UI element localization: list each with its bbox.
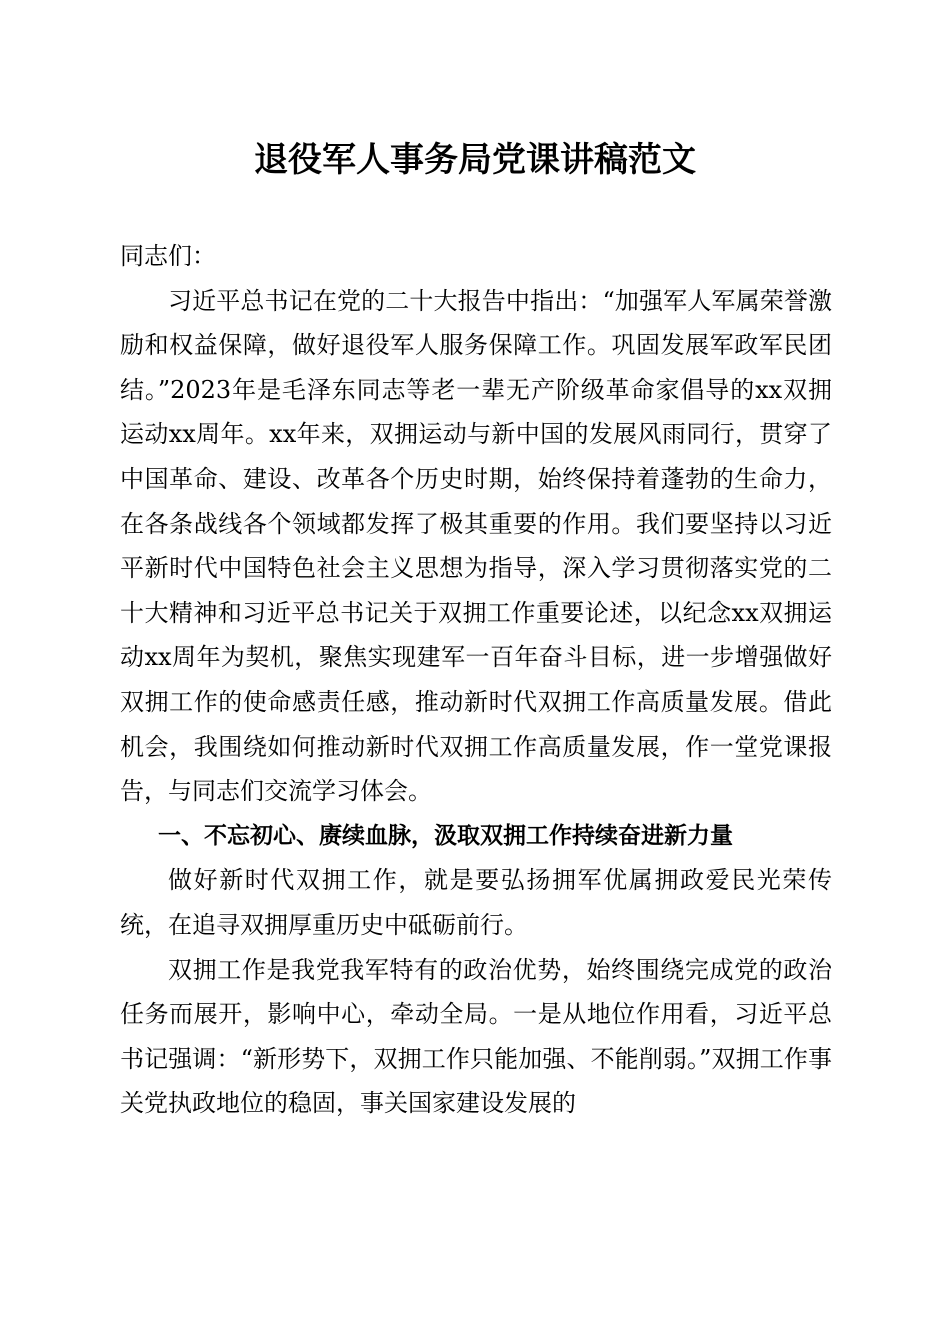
section-paragraph: 双拥工作是我党我军特有的政治优势，始终围绕完成党的政治任务而展开，影响中心，牵动全局。一是从地位作用看，习近平总书记强调：“新形势下，双拥工作只能加强、不能削弱。”双拥工作事关党执政地位的稳固，事关国家建设发展的 — [120, 955, 832, 1118]
section-paragraph: 做好新时代双拥工作，就是要弘扬拥军优属拥政爱民光荣传统，在追寻双拥厚重历史中砥砺前行。 — [120, 866, 832, 939]
section-heading: 一、不忘初心、赓续血脉，汲取双拥工作持续奋进新力量 — [158, 822, 733, 849]
intro-paragraph: 习近平总书记在党的二十大报告中指出：“加强军人军属荣誉激励和权益保障，做好退役军人服务保障工作。巩固发展军政军民团结。”2023年是毛泽东同志等老一辈无产阶级革命家倡导的xx双拥运动xx周年。xx年来，双拥运动与新中国的发展风雨同行，贯穿了中国革命、建设、改革各个历史时期，始终保持着蓬勃的生命力，在各条战线各个领域都发挥了极其重要的作用。我们要坚持以习近平新时代中国特色社会主义思想为指导，深入学习贯彻落实党的二十大精神和习近平总书记关于双拥工作重要论述，以纪念xx双拥运动xx周年为契机，聚焦实现建军一百年奋斗目标，进一步增强做好双拥工作的使命感责任感，推动新时代双拥工作高质量发展。借此机会，我围绕如何推动新时代双拥工作高质量发展，作一堂党课报告，与同志们交流学习体会。 — [120, 286, 832, 806]
document-title: 退役军人事务局党课讲稿范文 — [254, 140, 696, 180]
document-body — [120, 234, 832, 1126]
salutation: 同志们： — [120, 242, 216, 270]
